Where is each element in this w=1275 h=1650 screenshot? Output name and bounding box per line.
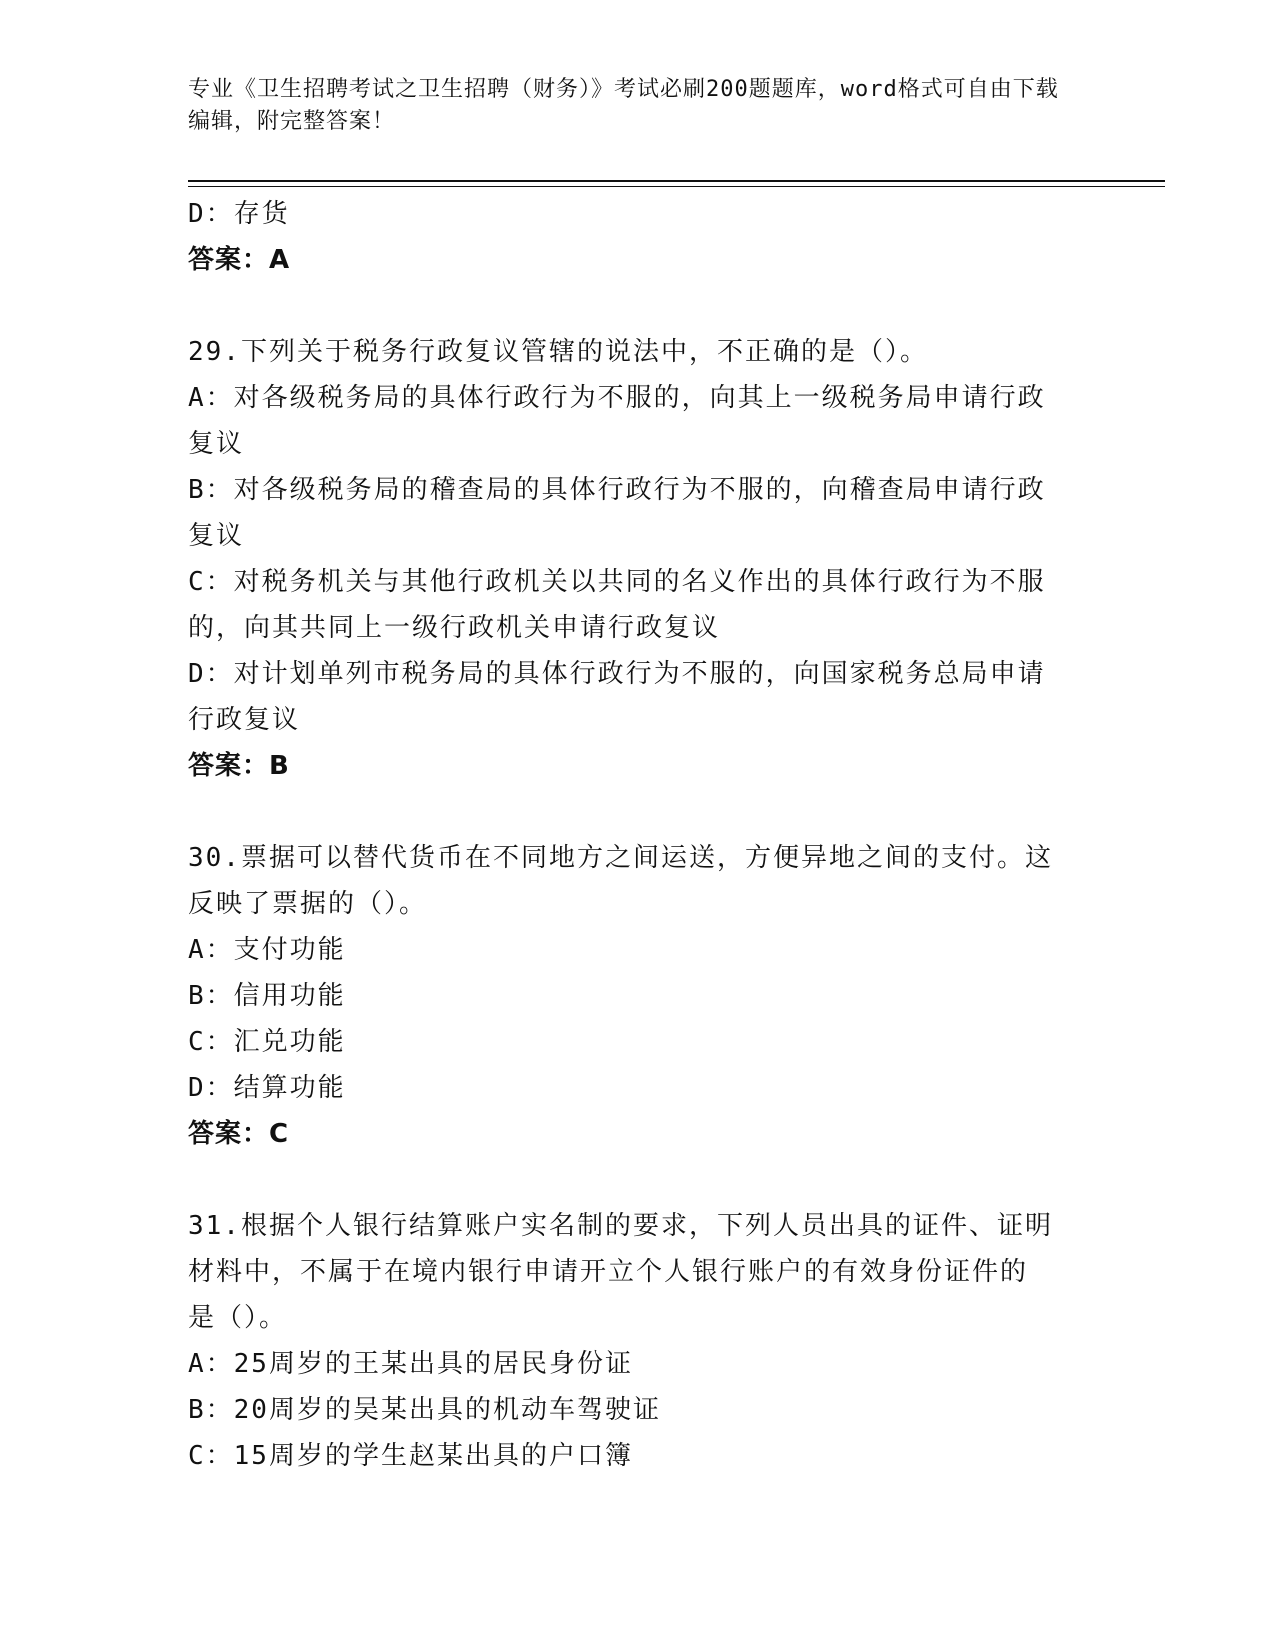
option-a-cont: 复议 [188, 429, 245, 459]
question-stem-cont: 反映了票据的（）。 [188, 889, 428, 919]
option-c: C：汇兑功能 [188, 1027, 346, 1057]
question-31 [188, 1203, 1088, 1479]
question-stem-cont: 是（）。 [188, 1303, 288, 1333]
header-divider-thin [188, 186, 1165, 187]
option-c-cont: 的，向其共同上一级行政机关申请行政复议 [188, 613, 721, 643]
question-29 [188, 329, 1088, 789]
prev-option-d: D：存货 [188, 199, 290, 229]
answer: 答案：C [188, 1119, 290, 1149]
option-b: B：20周岁的吴某出具的机动车驾驶证 [188, 1395, 661, 1425]
option-b-cont: 复议 [188, 521, 245, 551]
question-stem: 31.根据个人银行结算账户实名制的要求，下列人员出具的证件、证明 [188, 1211, 1053, 1241]
header-divider-thick [188, 180, 1165, 182]
option-a: A：支付功能 [188, 935, 346, 965]
question-stem: 30.票据可以替代货币在不同地方之间运送，方便异地之间的支付。这 [188, 843, 1053, 873]
question-30 [188, 835, 1088, 1157]
spacer [188, 1157, 1088, 1203]
option-b: B：信用功能 [188, 981, 346, 1011]
option-b: B：对各级税务局的稽查局的具体行政行为不服的，向稽查局申请行政 [188, 475, 1046, 505]
option-c: C：15周岁的学生赵某出具的户口簿 [188, 1441, 633, 1471]
option-d-cont: 行政复议 [188, 705, 301, 735]
option-a: A：25周岁的王某出具的居民身份证 [188, 1349, 633, 1379]
question-stem: 29.下列关于税务行政复议管辖的说法中，不正确的是（）。 [188, 337, 928, 367]
spacer [188, 789, 1088, 835]
option-d: D：对计划单列市税务局的具体行政行为不服的，向国家税务总局申请 [188, 659, 1046, 689]
option-c: C：对税务机关与其他行政机关以共同的名义作出的具体行政行为不服 [188, 567, 1046, 597]
answer: 答案：B [188, 751, 290, 781]
spacer [188, 283, 1088, 329]
question-stem-cont: 材料中，不属于在境内银行申请开立个人银行账户的有效身份证件的 [188, 1257, 1029, 1287]
document-body [188, 191, 1088, 1479]
option-d: D：结算功能 [188, 1073, 346, 1103]
option-a: A：对各级税务局的具体行政行为不服的，向其上一级税务局申请行政 [188, 383, 1046, 413]
document-header: 专业《卫生招聘考试之卫生招聘（财务）》考试必刷200题题库，word格式可自由下载编辑，附完整答案！ [188, 77, 1059, 134]
prev-answer: 答案：A [188, 245, 291, 275]
